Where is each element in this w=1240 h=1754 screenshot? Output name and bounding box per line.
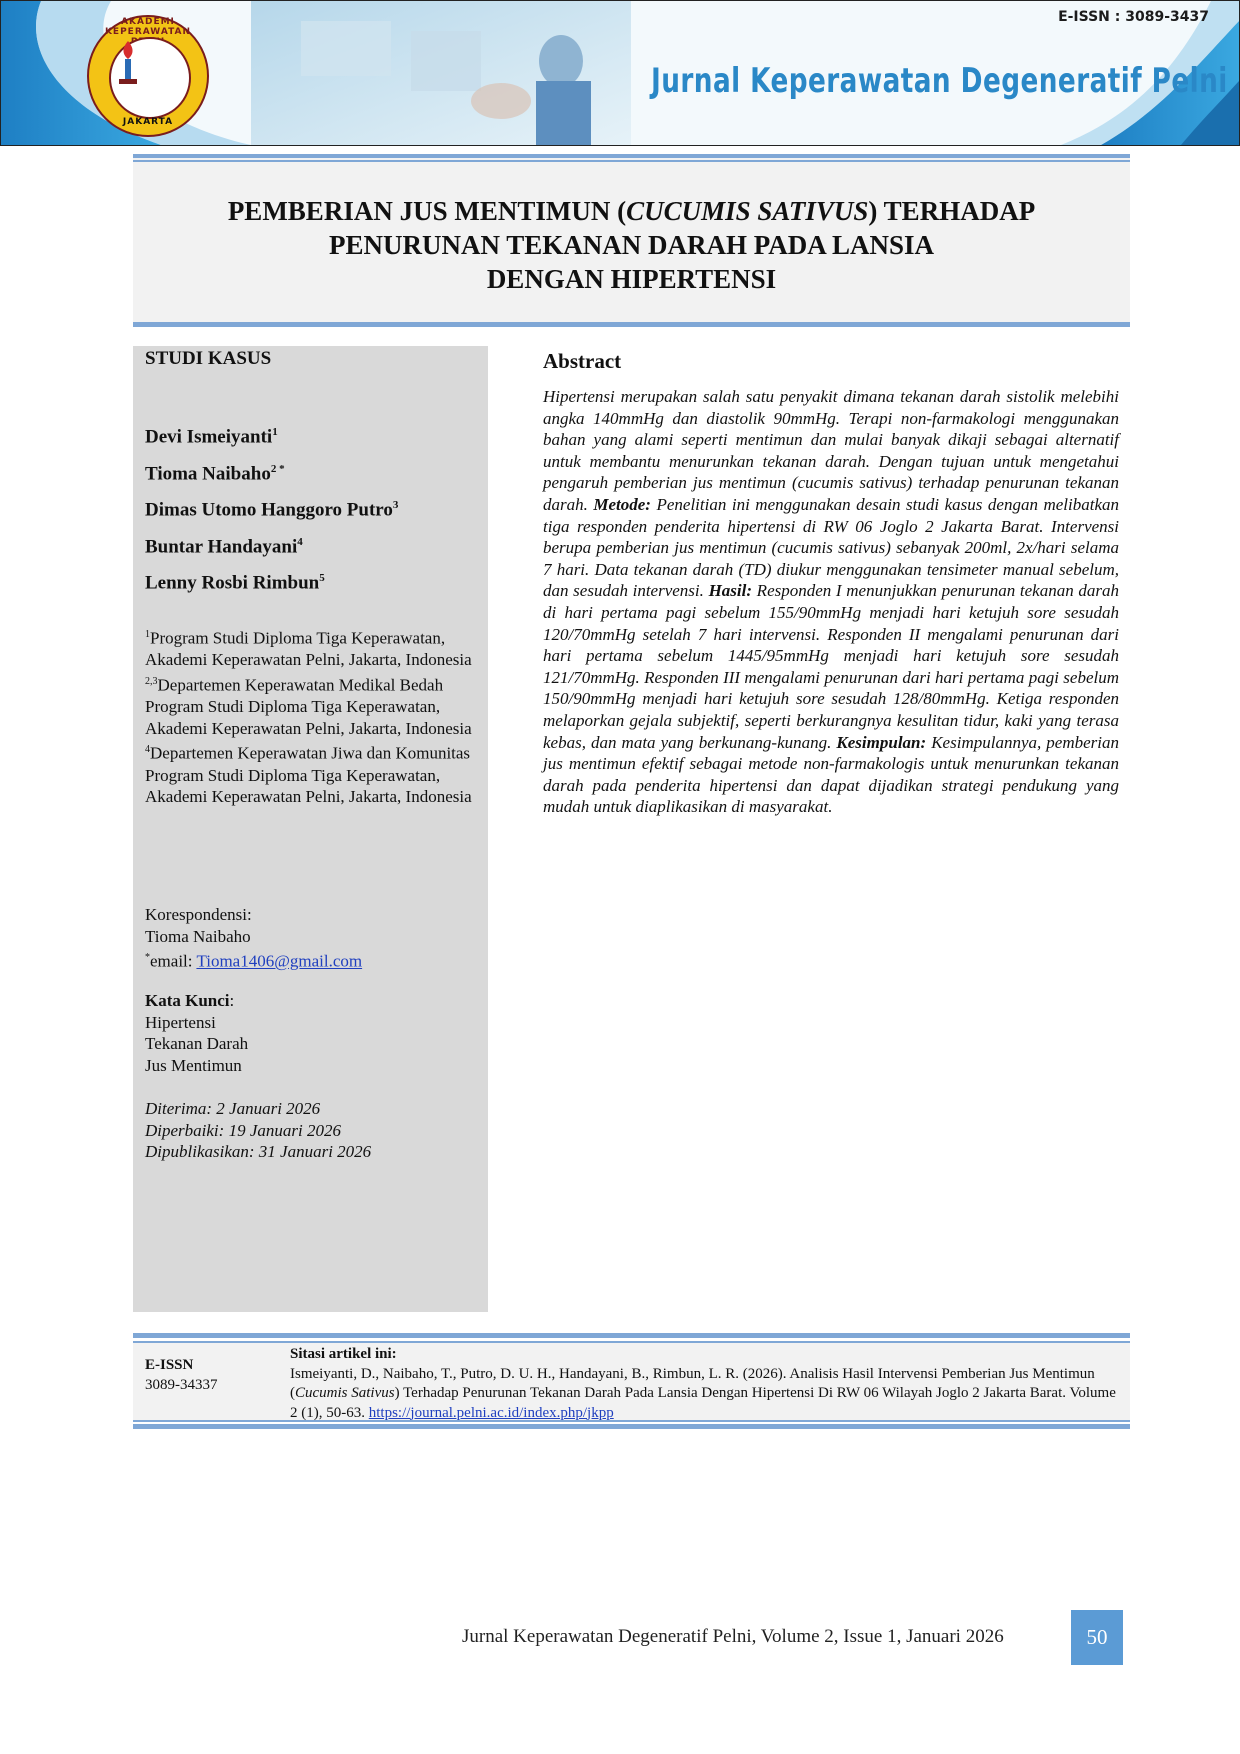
author-affil-mark: 5 <box>319 572 325 584</box>
date-received: Diterima: 2 Januari 2026 <box>145 1099 321 1118</box>
keywords-heading: Kata Kunci: <box>145 991 235 1010</box>
affiliation-list <box>145 624 480 808</box>
affiliation-mark: 1 <box>145 629 150 640</box>
abstract-result-label: Hasil: <box>708 581 753 601</box>
title-rule-top <box>133 154 1130 158</box>
title-line3: DENGAN HIPERTENSI <box>486 264 777 294</box>
citation-issn <box>145 1355 218 1395</box>
author-item <box>145 418 475 455</box>
author-affil-mark: 3 <box>392 499 399 511</box>
title-line2: PENURUNAN TEKANAN DARAH PADA LANSIA <box>328 230 935 260</box>
affiliation-text: Departemen Keperawatan Jiwa dan Komunitas Program Studi Diploma Tiga Keperawatan, Akademi Keperawatan Pelni, Jakarta, Indonesia <box>145 743 472 807</box>
author-name: Lenny Rosbi Rimbun <box>145 572 320 594</box>
asterisk-mark: * <box>145 952 150 964</box>
title-line1-pre: PEMBERIAN JUS MENTIMUN ( <box>227 196 627 226</box>
citation-scientific-name: Cucumis Sativus <box>295 1385 395 1401</box>
affiliation-text: Program Studi Diploma Tiga Keperawatan, Akademi Keperawatan Pelni, Jakarta, Indonesia <box>145 628 472 670</box>
date-published: Dipublikasikan: 31 Januari 2026 <box>145 1142 372 1162</box>
study-type-label: STUDI KASUS <box>145 348 272 369</box>
abstract-conclusion-label: Kesimpulan: <box>836 732 927 752</box>
journal-name: Jurnal Keperawatan Degeneratif Pelni <box>651 61 1228 101</box>
author-item <box>145 564 475 601</box>
author-item <box>145 455 475 492</box>
article-title <box>133 194 1130 296</box>
academy-logo <box>87 15 209 137</box>
correspondence-label: Korespondensi: <box>145 905 252 924</box>
keywords-label: Kata Kunci <box>145 991 230 1010</box>
citation-text-pre: Ismeiyanti, D., Naibaho, T., Putro, D. U. H., Handayani, B., Rimbun, L. R. (2026). Analisis Hasil Intervensi Pemberian Jus Mentimun ( <box>290 1365 1095 1401</box>
author-affil-mark: 2 * <box>270 462 285 475</box>
title-scientific-name: CUCUMIS SATIVUS <box>626 196 869 226</box>
citation-issn-label: E-ISSN <box>145 1357 194 1373</box>
author-affil-mark: 4 <box>297 535 303 548</box>
logo-emblem-circle <box>109 37 191 119</box>
correspondence-email-line <box>145 947 480 972</box>
affiliation-item <box>145 624 480 671</box>
affiliation-text: Departemen Keperawatan Medikal Bedah Program Studi Diploma Tiga Keperawatan, Akademi Keperawatan Pelni, Jakarta, Indonesia <box>145 675 472 738</box>
correspondence-name: Tioma Naibaho <box>145 926 251 946</box>
abstract-method-label: Metode: <box>593 494 651 514</box>
keyword-item: Jus Mentimun <box>145 1055 242 1075</box>
correspondence-block <box>145 904 480 972</box>
author-name: Dimas Utomo Hanggoro Putro <box>145 499 393 521</box>
email-label: email: <box>150 951 197 971</box>
article-dates <box>145 1098 480 1163</box>
abstract-background: Hipertensi merupakan salah satu penyakit dimana tekanan darah sistolik melebihi angka 140mmHg dan diastolik 90mmHg. Terapi non-farmakologi menggunakan bahan yang alami seperti mentimun dan mulai banyak dikaji sebagai alternatif untuk membantu menurunkan tekanan darah. Dengan tujuan untuk mengetahui pengaruh pemberian jus mentimun (cucumis sativus) terhadap penurunan tekanan darah. <box>543 387 1119 514</box>
author-item <box>145 491 475 528</box>
journal-banner <box>0 0 1240 146</box>
logo-text-top: AKADEMI KEPERAWATAN <box>104 17 192 37</box>
keyword-item: Hipertensi <box>145 1012 216 1032</box>
author-name: Devi Ismeiyanti <box>145 426 273 448</box>
citation-heading: Sitasi artikel ini: <box>290 1346 397 1362</box>
date-revised: Diperbaiki: 19 Januari 2026 <box>145 1120 341 1140</box>
citation-rule-bottom <box>133 1424 1130 1429</box>
torch-emblem-icon <box>111 39 145 87</box>
affiliation-item <box>145 739 480 807</box>
page-number-badge: 50 <box>1071 1610 1123 1665</box>
abstract-conclusion: Kesimpulannya, pemberian jus mentimun efektif sebagai metode non-farmakologis untuk menurunkan tekanan darah pada penderita hipertensi dan dapat dijadikan strategi pendukung yang mudah untuk diaplikasikan di masyarakat. <box>543 732 1119 817</box>
affiliation-mark: 4 <box>145 744 150 756</box>
keyword-item: Tekanan Darah <box>145 1034 249 1054</box>
footer-journal-line: Jurnal Keperawatan Degeneratif Pelni, Volume 2, Issue 1, Januari 2026 <box>462 1626 1004 1647</box>
author-affil-mark: 1 <box>272 426 278 438</box>
author-name: Tioma Naibaho <box>145 462 271 484</box>
citation-text-block <box>290 1345 1120 1423</box>
author-item <box>145 528 475 565</box>
title-line1-post: ) TERHADAP <box>868 196 1036 226</box>
header-issn: E-ISSN : 3089-3437 <box>1058 9 1209 25</box>
author-name: Buntar Handayani <box>145 535 298 557</box>
abstract-body <box>543 386 1119 818</box>
citation-text-post: ) Terhadap Penurunan Tekanan Darah Pada Lansia Dengan Hipertensi Di RW 06 Wilayah Joglo 2 Jakarta Barat. Volume 2 (1), 50-63. <box>290 1385 1116 1421</box>
citation-rule-top <box>133 1333 1130 1338</box>
affiliation-item <box>145 671 480 739</box>
logo-text-bottom: JAKARTA <box>122 117 174 127</box>
affiliation-mark: 2,3 <box>145 675 158 687</box>
abstract-method: Penelitian ini menggunakan desain studi kasus dengan melibatkan tiga responden penderita hipertensi di RW 06 Joglo 2 Jakarta Barat. Intervensi berupa pemberian jus mentimun (cucumis sativus) sebanyak 200ml, 2x/hari selama 7 hari. Data tekanan darah (TD) diukur menggunakan tensimeter manual sebelum, dan sesudah intervensi. <box>543 494 1119 601</box>
citation-issn-value: 3089-34337 <box>145 1377 218 1393</box>
abstract-result: Responden I menunjukkan penurunan tekanan darah di hari pertama pagi sebelum 155/90mmHg menjadi hari ketujuh sore sesudah 120/70mmHg setelah 7 hari intervensi. Responden II mengalami penurunan dari hari pertama sebelum 1445/95mmHg menjadi hari ketujuh sore sesudah 121/70mmHg. Responden III mengalami penurunan dari hari pertama pagi sebelum 150/90mmHg menjadi hari ketujuh sore sesudah 128/80mmHg. Ketiga responden melaporkan gejala subjektif, seperti berkurangnya kesulitan tidur, kaki yang terasa kebas, dan mata yang berkunang-kunang. <box>543 581 1119 752</box>
email-link[interactable]: Tioma1406@gmail.com <box>196 951 363 971</box>
title-rule-top-thin <box>133 160 1130 162</box>
author-list <box>145 418 475 601</box>
citation-link[interactable]: https://journal.pelni.ac.id/index.php/jkpp <box>368 1404 614 1421</box>
keywords-block <box>145 990 480 1076</box>
abstract-heading: Abstract <box>543 349 622 373</box>
title-rule-bottom <box>133 322 1130 327</box>
